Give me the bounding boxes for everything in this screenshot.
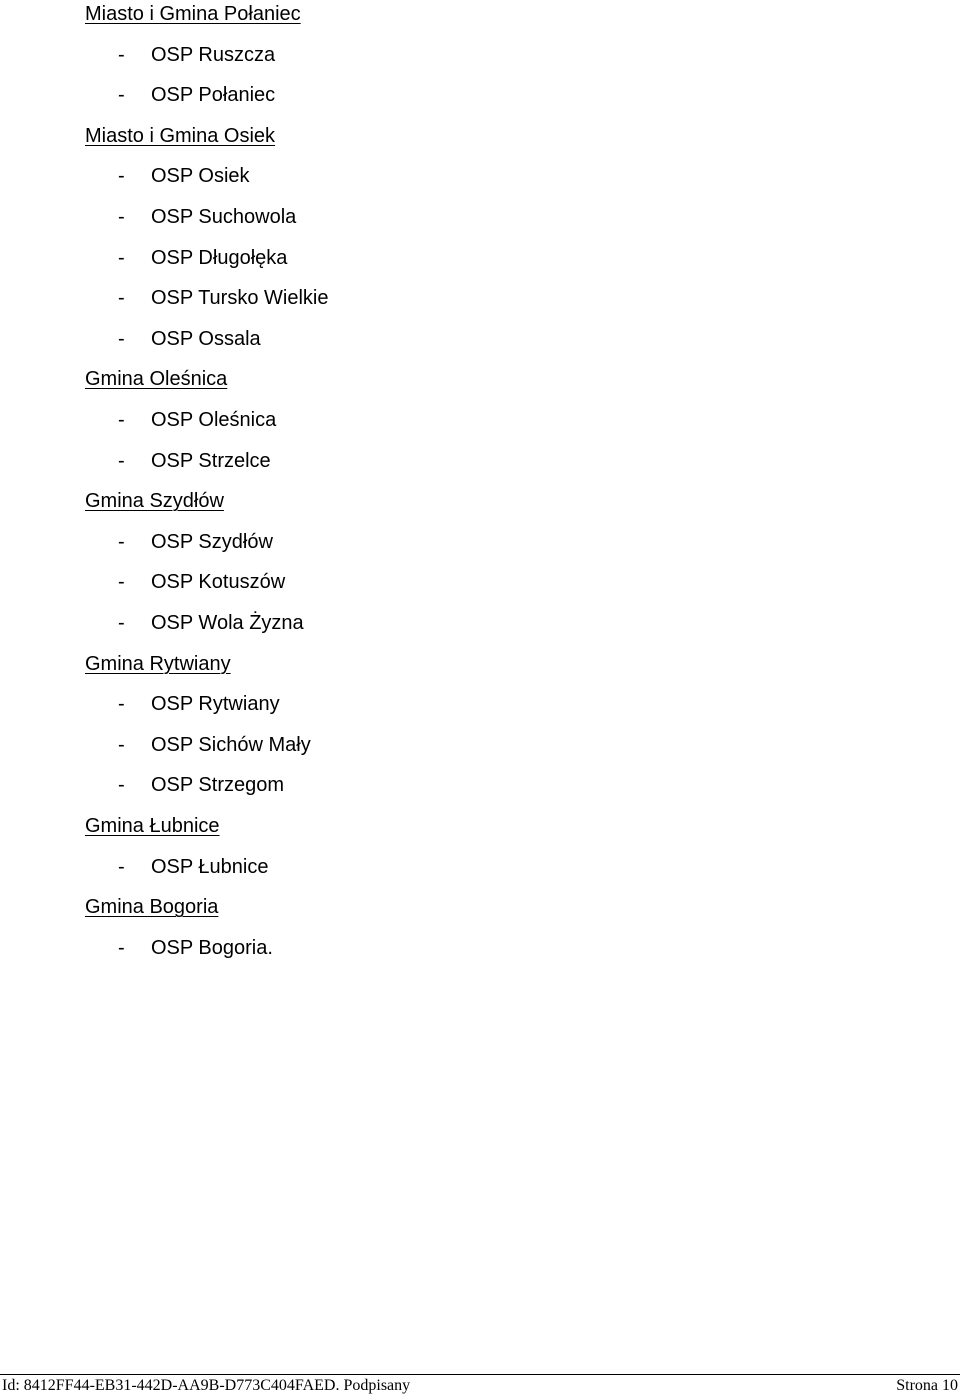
list-item-label: OSP Strzegom bbox=[151, 774, 285, 797]
list-item-label: OSP Oleśnica bbox=[151, 409, 277, 431]
page-footer bbox=[0, 1374, 960, 1397]
list-bullet: - bbox=[118, 936, 125, 959]
list-item-label: OSP Połaniec bbox=[151, 84, 276, 107]
list-bullet: - bbox=[118, 165, 125, 188]
section-heading: Gmina Szydłów bbox=[85, 490, 224, 513]
list-bullet: - bbox=[118, 693, 125, 716]
list-bullet: - bbox=[118, 612, 125, 634]
section-heading: Gmina Łubnice bbox=[85, 815, 220, 837]
list-item-label: OSP Suchowola bbox=[151, 206, 297, 228]
list-item-label: OSP Ossala bbox=[151, 327, 261, 350]
page-number: Strona 10 bbox=[896, 1377, 958, 1394]
list-item-label: OSP Osiek bbox=[151, 165, 250, 188]
list-bullet: - bbox=[118, 206, 125, 228]
list-bullet: - bbox=[118, 43, 125, 66]
list-bullet: - bbox=[118, 84, 125, 107]
list-bullet: - bbox=[118, 855, 125, 878]
list-item-label: OSP Sichów Mały bbox=[151, 733, 311, 756]
list-item-label: OSP Rytwiany bbox=[151, 693, 280, 716]
list-item-label: OSP Wola Żyzna bbox=[151, 612, 304, 634]
list-item-label: OSP Szydłów bbox=[151, 530, 273, 553]
list-item-label: OSP Tursko Wielkie bbox=[151, 287, 329, 310]
section-heading: Gmina Oleśnica bbox=[85, 368, 228, 391]
list-item-label: OSP Łubnice bbox=[151, 855, 269, 878]
list-item-label: OSP Bogoria. bbox=[151, 936, 273, 959]
list-item-label: OSP Długołęka bbox=[151, 246, 288, 269]
list-item-label: OSP Kotuszów bbox=[151, 571, 286, 594]
section-heading: Gmina Rytwiany bbox=[85, 652, 231, 675]
section-heading: Gmina Bogoria bbox=[85, 896, 219, 919]
list-bullet: - bbox=[118, 287, 125, 310]
section-heading: Miasto i Gmina Osiek bbox=[85, 124, 276, 147]
list-bullet: - bbox=[118, 409, 125, 431]
list-item-label: OSP Ruszcza bbox=[151, 43, 276, 66]
list-bullet: - bbox=[118, 449, 125, 472]
list-bullet: - bbox=[118, 774, 125, 797]
document-id: Id: 8412FF44-EB31-442D-AA9B-D773C404FAED. Podpisany bbox=[2, 1377, 411, 1394]
section-heading: Miasto i Gmina Połaniec bbox=[85, 3, 301, 25]
list-bullet: - bbox=[118, 246, 125, 269]
list-bullet: - bbox=[118, 733, 125, 756]
list-bullet: - bbox=[118, 530, 125, 553]
list-item-label: OSP Strzelce bbox=[151, 449, 271, 472]
list-bullet: - bbox=[118, 327, 125, 350]
list-bullet: - bbox=[118, 571, 125, 594]
